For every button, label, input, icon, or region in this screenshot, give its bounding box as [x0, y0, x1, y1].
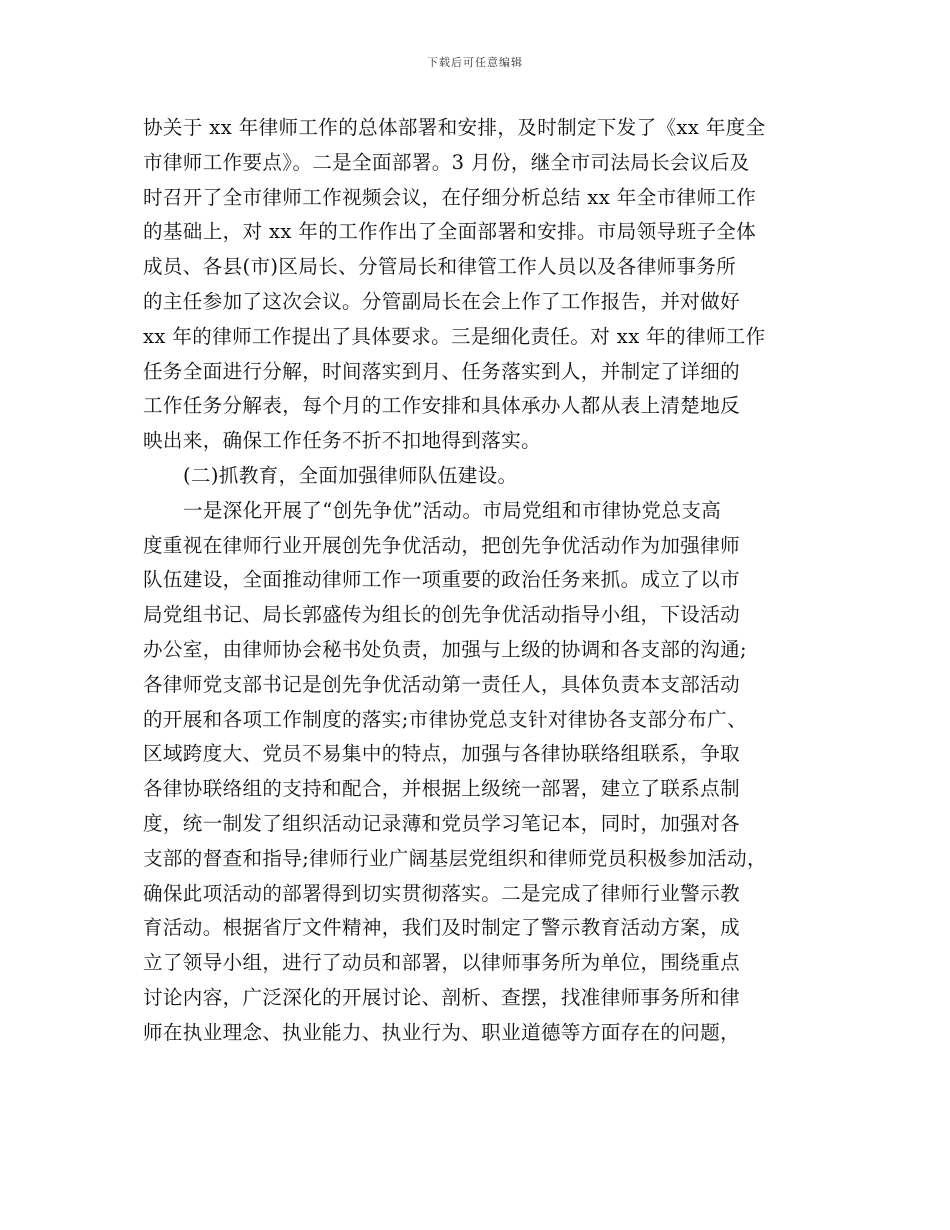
text-line: 支部的督查和指导;律师行业广阔基层党组织和律师党员积极参加活动，	[143, 846, 767, 870]
text-line: 局党组书记、局长郭盛传为组长的创先争优活动指导小组，下设活动	[143, 603, 741, 627]
text-line: 任务全面进行分解，时间落实到月、任务落实到人，并制定了详细的	[143, 359, 741, 383]
text-line: 一是深化开展了“创先争优”活动。市局党组和市律协党总支高	[183, 498, 722, 522]
text-line: 度，统一制发了组织活动记录薄和党员学习笔记本，同时，加强对各	[143, 811, 741, 835]
text-line: 育活动。根据省厅文件精神，我们及时制定了警示教育活动方案，成	[143, 916, 741, 940]
text-line: 各律师党支部书记是创先争优活动第一责任人，具体负责本支部活动	[143, 672, 741, 696]
text-line: 区域跨度大、党员不易集中的特点，加强与各律协联络组联系，争取	[143, 742, 741, 766]
text-line: 的开展和各项工作制度的落实;市律协党总支针对律协各支部分布广、	[143, 707, 747, 731]
text-line: 的基础上，对 xx 年的工作作出了全面部署和安排。市局领导班子全体	[143, 220, 757, 244]
text-line: 度重视在律师行业开展创先争优活动，把创先争优活动作为加强律师	[143, 533, 741, 557]
text-line: 各律协联络组的支持和配合，并根据上级统一部署，建立了联系点制	[143, 777, 741, 801]
text-line: 工作任务分解表，每个月的工作安排和具体承办人都从表上清楚地反	[143, 394, 741, 418]
page-header-note: 下载后可任意编辑	[427, 56, 523, 69]
text-line: 讨论内容，广泛深化的开展讨论、剖析、查摆，找准律师事务所和律	[143, 985, 741, 1009]
text-line: 办公室，由律师协会秘书处负责，加强与上级的协调和各支部的沟通;	[143, 637, 747, 661]
text-line: (二)抓教育，全面加强律师队伍建设。	[183, 463, 518, 487]
document-body	[143, 111, 823, 1051]
text-line: 映出来，确保工作任务不折不扣地得到落实。	[143, 429, 542, 453]
text-line: 成员、各县(市)区局长、分管局长和律管工作人员以及各律师事务所	[143, 255, 737, 279]
text-line: 的主任参加了这次会议。分管副局长在会上作了工作报告，并对做好	[143, 289, 741, 313]
text-line: 队伍建设，全面推动律师工作一项重要的政治任务来抓。成立了以市	[143, 568, 741, 592]
text-line: 立了领导小组，进行了动员和部署，以律师事务所为单位，围绕重点	[143, 951, 741, 975]
text-line: xx 年的律师工作提出了具体要求。三是细化责任。对 xx 年的律师工作	[143, 324, 766, 348]
text-line: 师在执业理念、执业能力、执业行为、职业道德等方面存在的问题，	[143, 1020, 741, 1044]
text-line: 协关于 xx 年律师工作的总体部署和安排，及时制定下发了《xx 年度全	[143, 116, 766, 139]
text-line: 市律师工作要点》。二是全面部署。3 月份，继全市司法局长会议后及	[143, 150, 750, 174]
text-line: 确保此项活动的部署得到切实贯彻落实。二是完成了律师行业警示教	[143, 881, 741, 905]
text-line: 时召开了全市律师工作视频会议，在仔细分析总结 xx 年全市律师工作	[143, 185, 757, 209]
